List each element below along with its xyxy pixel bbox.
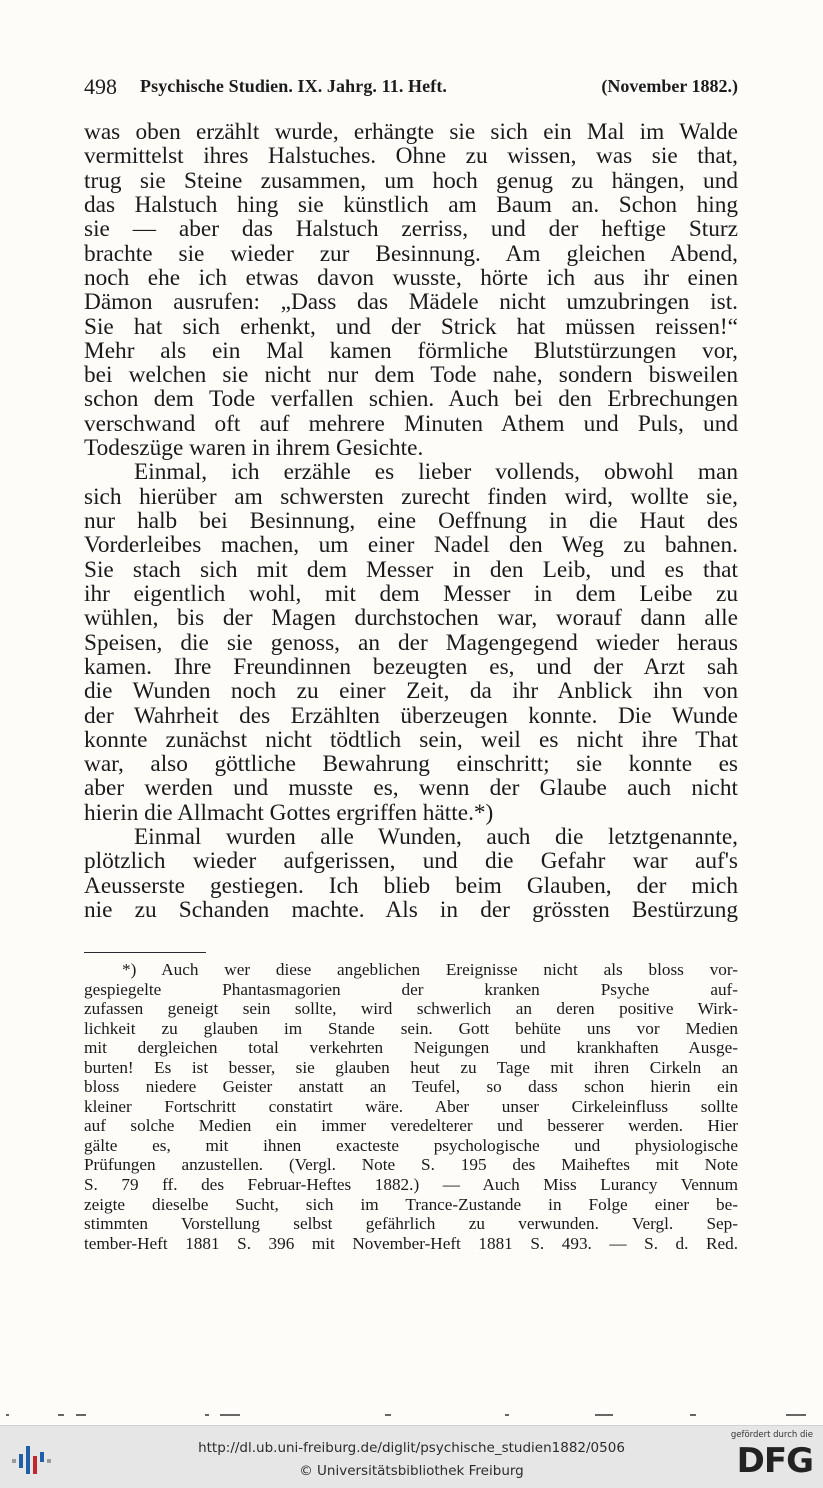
text-line: kamen. Ihre Freundinnen bezeugten es, und der Arzt sah xyxy=(84,653,738,680)
text-line: plötzlich wieder aufgerissen, und die Gefahr war auf's xyxy=(84,848,738,875)
footnote-line: burten! Es ist besser, sie glauben heut zu Tage mit ihren Cirkeln an xyxy=(84,1057,738,1077)
dfg-funding-logo xyxy=(721,1429,813,1485)
text-line: aber werden und musste es, wenn der Glaube auch nicht xyxy=(84,775,738,802)
footer-bar xyxy=(0,1425,823,1488)
funding-note: gefördert durch die xyxy=(730,1430,813,1440)
footnote-line: *) Auch wer diese angeblichen Ereignisse nicht als bloss vor- xyxy=(122,960,738,979)
text-line: war, also göttliche Bewahrung einschritt; sie konnte es xyxy=(84,751,738,778)
issue-date: (November 1882.) xyxy=(601,76,738,96)
text-line: schon dem Tode verfallen schien. Auch bei den Erbrechungen xyxy=(84,386,738,413)
text-line: nur halb bei Besinnung, eine Oeffnung in die Haut des xyxy=(84,508,738,534)
text-line: Vorderleibes machen, um einer Nadel den Weg zu bahnen. xyxy=(84,532,738,559)
text-line: die Wunden noch zu einer Zeit, da ihr Anblick ihn von xyxy=(84,678,738,705)
source-url[interactable]: http://dl.ub.uni-freiburg.de/diglit/psychische_studien1882/0506 xyxy=(198,1440,625,1456)
text-line: sie — aber das Halstuch zerriss, und der heftige Sturz xyxy=(84,216,738,243)
footnote-line: tember-Heft 1881 S. 396 mit November-Heft 1881 S. 493. — S. d. Red. xyxy=(84,1233,738,1253)
running-title: Psychische Studien. IX. Jahrg. 11. Heft. xyxy=(140,76,448,96)
text-line: nie zu Schanden machte. Als in der grössten Bestürzung xyxy=(84,897,738,923)
footnote-line: gälte es, mit ihnen exacteste psychologische und physiologische xyxy=(84,1135,738,1155)
text-line: bei welchen sie nicht nur dem Tode nahe, sondern bisweilen xyxy=(84,362,738,389)
text-line: brachte sie wieder zur Besinnung. Am gleichen Abend, xyxy=(84,240,738,267)
footnote xyxy=(84,960,738,1253)
text-line: das Halstuch hing sie künstlich am Baum an. Schon hing xyxy=(84,191,738,218)
footnote-line: Prüfungen anzustellen. (Vergl. Note S. 195 des Maiheftes mit Note xyxy=(84,1155,738,1175)
text-line: Sie stach sich mit dem Messer in den Leib, und es that xyxy=(84,556,738,583)
text-line: Todeszüge waren in ihrem Gesichte. xyxy=(84,435,424,462)
dfg-logo-text: DFG xyxy=(736,1441,813,1481)
footnote-line: zeigte dieselbe Sucht, sich im Trance-Zustande in Folge einer be- xyxy=(84,1194,738,1214)
text-line: Mehr als ein Mal kamen förmliche Blutstürzungen vor, xyxy=(84,337,738,364)
page-number: 498 xyxy=(84,74,117,99)
text-line: noch ehe ich etwas davon wusste, hörte ich aus ihr einen xyxy=(84,264,738,291)
footnote-line: bloss niedere Geister anstatt an Teufel, so dass schon hierin ein xyxy=(84,1077,738,1097)
text-line: der Wahrheit des Erzählten überzeugen konnte. Die Wunde xyxy=(84,702,738,729)
text-line: verschwand oft auf mehrere Minuten Athem und Puls, und xyxy=(84,410,738,437)
footnote-line: lichkeit zu glauben im Stande sein. Gott behüte uns vor Medien xyxy=(84,1018,738,1038)
text-line: ihr eigentlich wohl, mit dem Messer in dem Leibe zu xyxy=(84,580,738,607)
footnote-line: S. 79 ff. des Februar-Heftes 1882.) — Auch Miss Lurancy Vennum xyxy=(84,1175,738,1195)
text-line: wühlen, bis der Magen durchstochen war, worauf dann alle xyxy=(84,605,738,632)
text-line: was oben erzählt wurde, erhängte sie sich ein Mal im Walde xyxy=(84,119,738,145)
text-line: sich hierüber am schwersten zurecht finden wird, wollte sie, xyxy=(84,483,738,510)
footnote-line: mit dergleichen total verkehrten Neigungen und krankhaften Ausge- xyxy=(84,1038,738,1058)
page-header xyxy=(84,74,738,104)
footnote-line: gespiegelte Phantasmagorien der kranken Psyche auf- xyxy=(84,979,738,999)
scan-artifacts xyxy=(0,1410,823,1422)
text-line: Speisen, die sie genoss, an der Magengegend wieder heraus xyxy=(84,629,738,656)
copyright-notice: © Universitätsbibliothek Freiburg xyxy=(299,1463,524,1479)
text-line: konnte zunächst nicht tödtlich sein, weil es nicht ihre That xyxy=(84,726,738,753)
text-line: trug sie Steine zusammen, um hoch genug zu hängen, und xyxy=(84,167,738,194)
footnote-line: auf solche Medien ein immer veredelterer und besserer werden. Hier xyxy=(84,1116,738,1136)
text-line: Aeusserste gestiegen. Ich blieb beim Glauben, der mich xyxy=(84,872,738,899)
text-line: Einmal wurden alle Wunden, auch die letztgenannte, xyxy=(134,824,738,851)
body-text xyxy=(84,120,738,922)
footnote-divider xyxy=(84,952,206,953)
footnote-line: zufassen geneigt sein sollte, wird schwerlich an deren positive Wirk- xyxy=(84,999,738,1019)
text-line: Einmal, ich erzähle es lieber vollends, obwohl man xyxy=(134,459,738,486)
text-line: Dämon ausrufen: „Dass das Mädele nicht umzubringen ist. xyxy=(84,289,738,316)
text-line: vermittelst ihres Halstuches. Ohne zu wissen, was sie that, xyxy=(84,143,738,170)
text-line: hierin die Allmacht Gottes ergriffen hätte.*) xyxy=(84,799,494,826)
footnote-line: kleiner Fortschritt constatirt wäre. Aber unser Cirkeleinfluss sollte xyxy=(84,1096,738,1116)
footnote-line: stimmten Vorstellung selbst gefährlich zu verwunden. Vergl. Sep- xyxy=(84,1214,738,1234)
text-line: Sie hat sich erhenkt, und der Strick hat müssen reissen!“ xyxy=(84,313,738,340)
